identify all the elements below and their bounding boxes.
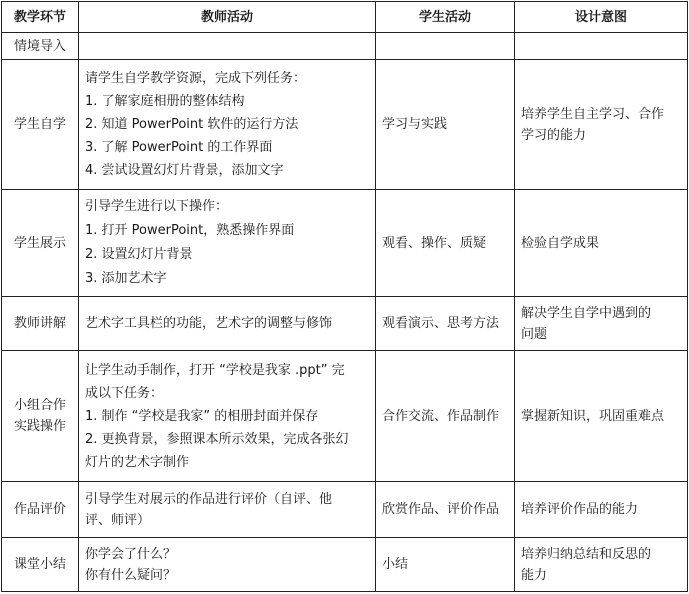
intent-cell xyxy=(515,351,688,482)
intent-cell xyxy=(515,190,688,297)
teacher-text: 请学生自学教学资源，完成下列任务： xyxy=(85,71,307,86)
lesson-plan-table xyxy=(1,1,688,592)
student-text: 学习与实践 xyxy=(382,117,448,132)
table-row xyxy=(2,33,688,60)
teacher-text: 2. 设置幻灯片背景 xyxy=(85,247,193,262)
phase-text: 学生自学 xyxy=(13,117,66,132)
teacher-cell xyxy=(79,538,376,592)
teacher-text: 引导学生进行以下操作： xyxy=(85,199,229,214)
teacher-cell xyxy=(79,33,376,60)
phase-cell xyxy=(2,33,79,60)
teacher-text: 1. 了解家庭相册的整体结构 xyxy=(85,94,245,109)
phase-text: 小组合作 xyxy=(13,398,66,413)
teacher-text: 3. 添加艺术字 xyxy=(85,271,167,286)
header-phase: 教学环节 xyxy=(2,2,79,33)
student-cell xyxy=(376,482,515,538)
phase-cell xyxy=(2,297,79,351)
student-text: 欣赏作品、评价作品 xyxy=(382,502,500,517)
intent-text: 解决学生自学中遇到的 xyxy=(521,305,652,321)
teacher-cell xyxy=(79,482,376,538)
table-row xyxy=(2,351,688,482)
teacher-text: 2. 知道 PowerPoint 软件的运行方法 xyxy=(85,117,299,132)
intent-text: 培养归纳总结和反思的 xyxy=(521,546,652,562)
student-text: 小结 xyxy=(382,557,409,572)
student-text: 观看、操作、质疑 xyxy=(382,235,487,251)
teacher-cell xyxy=(79,190,376,297)
teacher-cell xyxy=(79,60,376,190)
header-row xyxy=(2,2,688,33)
intent-cell xyxy=(515,482,688,538)
header-teacher-activity: 教师活动 xyxy=(79,2,376,33)
teacher-text: 你有什么疑问？ xyxy=(85,567,177,583)
intent-cell xyxy=(515,297,688,351)
intent-text: 检验自学成果 xyxy=(521,235,600,251)
phase-text: 情境导入 xyxy=(13,38,66,54)
table-row xyxy=(2,482,688,538)
intent-text: 培养评价作品的能力 xyxy=(521,502,639,517)
phase-cell xyxy=(2,538,79,592)
table-row xyxy=(2,297,688,351)
teacher-text: 引导学生对展示的作品进行评价（自评、他 xyxy=(85,491,333,507)
phase-text: 学生展示 xyxy=(13,235,66,251)
student-text: 合作交流、作品制作 xyxy=(382,408,500,424)
intent-text: 掌握新知识，巩固重难点 xyxy=(521,408,665,424)
teacher-text: 灯片的艺术字制作 xyxy=(85,454,190,470)
phase-cell xyxy=(2,351,79,482)
phase-cell xyxy=(2,190,79,297)
teacher-text: 评、师评） xyxy=(85,512,151,528)
teacher-text: 1. 打开 PowerPoint，熟悉操作界面 xyxy=(85,223,295,238)
teacher-text: 3. 了解 PowerPoint 的工作界面 xyxy=(85,140,273,155)
intent-text: 能力 xyxy=(521,567,548,583)
intent-text: 问题 xyxy=(521,326,548,342)
phase-text: 教师讲解 xyxy=(13,316,66,331)
intent-text: 培养学生自主学习、合作 xyxy=(521,106,665,122)
student-cell xyxy=(376,538,515,592)
teacher-text: 4. 尝试设置幻灯片背景，添加文字 xyxy=(85,163,284,178)
phase-text: 实践操作 xyxy=(13,419,66,434)
header-design-intent: 设计意图 xyxy=(515,2,688,33)
teacher-text: 让学生动手制作，打开 “学校是我家 .ppt” 完 xyxy=(85,362,345,378)
teacher-text: 你学会了什么？ xyxy=(85,546,177,562)
phase-text: 作品评价 xyxy=(13,502,66,517)
header-student-activity: 学生活动 xyxy=(376,2,515,33)
teacher-cell xyxy=(79,297,376,351)
teacher-text: 1. 制作 “学校是我家” 的相册封面并保存 xyxy=(85,408,319,424)
intent-cell xyxy=(515,60,688,190)
intent-cell xyxy=(515,33,688,60)
phase-cell xyxy=(2,482,79,538)
table-row xyxy=(2,190,688,297)
intent-cell xyxy=(515,538,688,592)
phase-text: 课堂小结 xyxy=(13,557,66,572)
teacher-text: 艺术字工具栏的功能，艺术字的调整与修饰 xyxy=(85,316,333,331)
teacher-text: 成以下任务： xyxy=(85,385,164,401)
table-row xyxy=(2,538,688,592)
teacher-cell xyxy=(79,351,376,482)
student-cell xyxy=(376,60,515,190)
student-text: 观看演示、思考方法 xyxy=(382,316,500,331)
student-cell xyxy=(376,33,515,60)
student-cell xyxy=(376,190,515,297)
teacher-text: 2. 更换背景，参照课本所示效果，完成各张幻 xyxy=(85,431,349,447)
phase-cell xyxy=(2,60,79,190)
student-cell xyxy=(376,297,515,351)
student-cell xyxy=(376,351,515,482)
table-row xyxy=(2,60,688,190)
intent-text: 学习的能力 xyxy=(521,127,587,143)
